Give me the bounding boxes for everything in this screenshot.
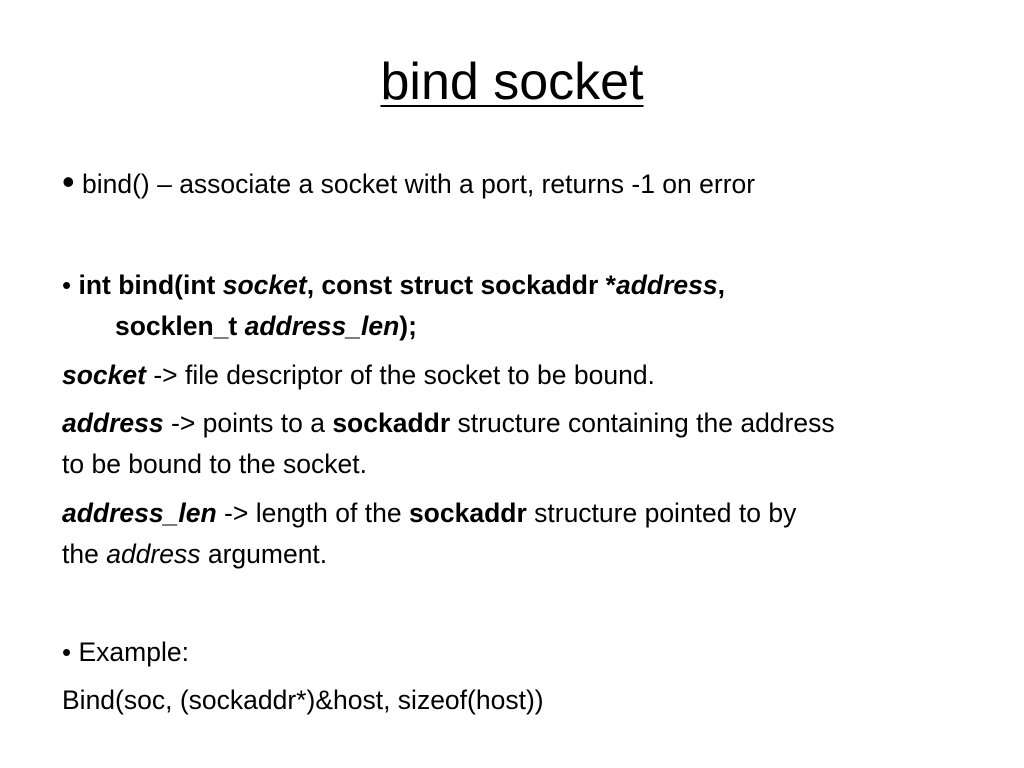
param-term-address-len: address_len — [62, 498, 217, 528]
bullet-signature-line-1 — [62, 265, 972, 306]
bullet-bind-description — [62, 160, 972, 205]
param-description-text: to be bound to the socket. — [62, 449, 367, 479]
address-param-description — [62, 403, 972, 444]
example-code — [62, 680, 972, 721]
signature-line-2 — [115, 306, 1024, 347]
example-label: Example: — [78, 637, 189, 667]
bullet-icon: • — [62, 161, 75, 202]
sockaddr-keyword: sockaddr — [332, 408, 451, 438]
signature-text: socklen_t — [115, 311, 245, 341]
slide-title: bind socket — [380, 53, 644, 111]
sockaddr-keyword: sockaddr — [408, 498, 527, 528]
signature-param-socket: socket — [222, 270, 307, 300]
signature-param-address-len: address_len — [244, 311, 400, 341]
param-term-socket: socket — [62, 360, 146, 390]
signature-param-address: address — [615, 270, 718, 300]
signature-text: , const struct sockaddr * — [306, 270, 616, 300]
bullet-icon: • — [62, 270, 72, 300]
example-code-text: Bind(soc, (sockaddr*)&host, sizeof(host)) — [62, 685, 544, 715]
bind-description-text: bind() – associate a socket with a port, returns -1 on error — [81, 169, 756, 199]
address-len-param-description — [62, 493, 972, 534]
param-description-text: the — [62, 539, 107, 569]
param-term-address: address — [62, 408, 164, 438]
signature-text: ); — [399, 311, 417, 341]
address-len-param-description-cont — [62, 534, 972, 575]
signature-text: int bind(int — [78, 270, 223, 300]
param-description-text: -> length of the — [216, 498, 409, 528]
param-description-text: -> file descriptor of the socket to be bound. — [145, 360, 655, 390]
param-description-text: -> points to a — [163, 408, 333, 438]
bullet-icon: • — [62, 637, 72, 667]
param-ref-address: address — [106, 539, 201, 569]
param-description-text: structure containing the address — [450, 408, 835, 438]
bullet-example — [62, 632, 972, 673]
address-param-description-cont — [62, 444, 972, 485]
param-description-text: argument. — [200, 539, 328, 569]
param-description-text: structure pointed to by — [526, 498, 797, 528]
signature-text: , — [717, 270, 725, 300]
socket-param-description — [62, 355, 972, 396]
